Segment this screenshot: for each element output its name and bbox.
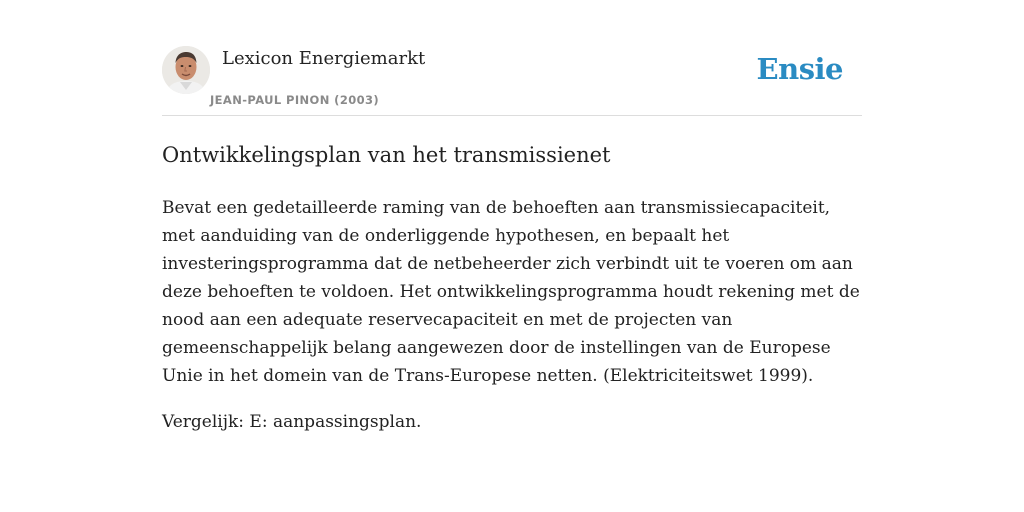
author-name[interactable]: JEAN-PAUL PINON (2003)	[210, 93, 380, 107]
entry-compare: Vergelijk: E: aanpassingsplan.	[162, 412, 422, 432]
source-title[interactable]: Lexicon Energiemarkt	[222, 48, 426, 69]
entry-term: Ontwikkelingsplan van het transmissienet	[162, 143, 611, 167]
author-avatar[interactable]	[162, 46, 210, 94]
entry-card	[162, 46, 862, 436]
entry-header	[162, 46, 862, 116]
author-portrait-icon	[162, 46, 210, 94]
entry-definition: Bevat een gedetailleerde raming van de behoeften aan transmissiecapaciteit, met aanduiding van de onderliggende hypothesen, en bepaalt het investeringsprogramma dat de netbeheerder zich verbindt uit te voeren om aan deze behoeften te voldoen. Het ontwikkelingsprogramma houdt rekening met de nood aan een adequate reservecapaciteit en met de projecten van gemeenschappelijk belang aangewezen door de instellingen van de Europese Unie in het domein van de Trans-Europese netten. (Elektriciteitswet 1999).	[162, 198, 860, 386]
brand-logo[interactable]: Ensie	[756, 52, 843, 86]
